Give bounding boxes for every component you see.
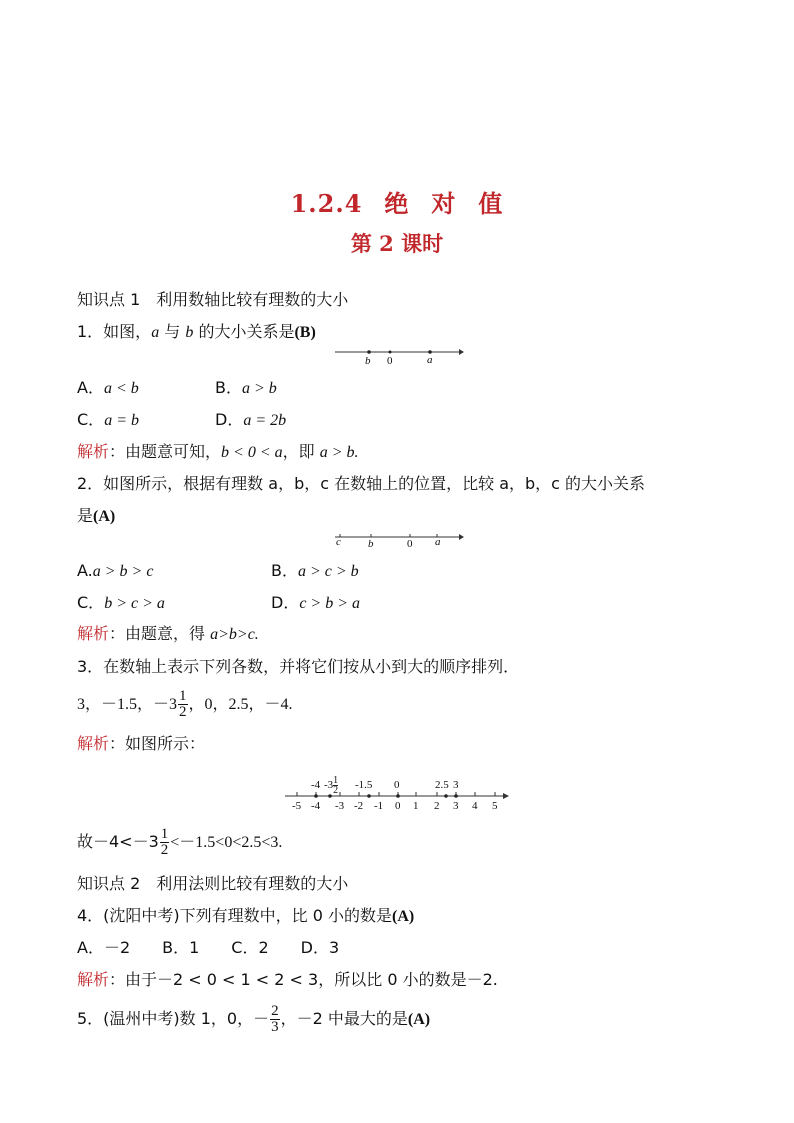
q1-axis-label-zero: 0 (387, 355, 393, 367)
section-title (0, 184, 794, 219)
title-char-2: 对 (431, 189, 457, 218)
q4-answer: (A) (392, 908, 415, 925)
q2-number-line (333, 531, 465, 547)
q3-tick-label: -5 (292, 800, 302, 812)
q3-point-label-minus3-5: -3 $\frac{1}{2}$ (324, 775, 339, 796)
q2-option-d: D．c > b > a (271, 593, 361, 612)
q3-fraction: $\frac{1}{2}$ (179, 688, 187, 720)
section-number: 1.2.4 (290, 189, 363, 218)
q3-tick-label: 3 (453, 800, 459, 812)
q3-conclusion-fraction: $\frac{1}{2}$ (160, 826, 169, 858)
q3-tick-label: -2 (354, 800, 364, 812)
q2-axis-label-zero: 0 (407, 538, 413, 550)
q3-point-label-zero: 0 (394, 779, 400, 791)
q3-tick-label: -3 (335, 800, 345, 812)
q1-option-a: A．a < b (77, 378, 139, 397)
q2-stem: 2．如图所示，根据有理数 a，b，c 在数轴上的位置，比较 a，b，c 的大小关系 (77, 474, 646, 493)
q3-number-line (285, 762, 515, 818)
q2-stem-cont: 是(A) (77, 506, 116, 525)
q2-analysis: 解析：由题意，得 a>b>c. (77, 624, 259, 643)
q2-answer: (A) (93, 508, 116, 525)
q3-stem: 3．在数轴上表示下列各数，并将它们按从小到大的顺序排列． (77, 657, 520, 676)
q4-analysis: 解析：由于－2 < 0 < 1 < 2 < 3，所以比 0 小的数是－2. (77, 970, 498, 989)
q1-axis-label-b: b (365, 355, 371, 367)
q4-options: A．－2 B．1 C．2 D．3 (77, 938, 340, 957)
knowledge-point-2: 知识点 2 利用法则比较有理数的大小 (77, 874, 349, 893)
q1-number-line (333, 345, 465, 369)
q1-answer: (B) (294, 324, 316, 341)
q2-axis-label-b: b (368, 538, 374, 550)
q3-tick-label: 2 (434, 800, 440, 812)
q3-point-label-minus1-5: -1.5 (355, 779, 373, 791)
q4-stem: 4．(沈阳中考)下列有理数中，比 0 小的数是(A) (77, 906, 415, 925)
q5-fraction: $\frac{2}{3}$ (271, 1003, 279, 1035)
q3-point-label-2-5: 2.5 (435, 779, 449, 791)
title-char-3: 值 (478, 189, 504, 218)
q2-axis-label-c: c (336, 536, 341, 548)
q3-tick-label: -1 (374, 800, 384, 812)
q1-option-c: C．a = b (77, 410, 139, 429)
q5-stem: 5．(温州中考)数 1，0，－ $\frac{2}{3}$ ，－2 中最大的是(A) (77, 1003, 431, 1035)
q3-numbers: 3，－1.5，－3 $\frac{1}{2}$ ，0，2.5，－4. (77, 688, 293, 720)
q2-axis-label-a: a (435, 536, 441, 548)
q2-option-b: B．a > c > b (271, 561, 359, 580)
lesson-title: 第 2 课时 (350, 231, 444, 256)
q5-answer: (A) (407, 1011, 431, 1028)
q3-tick-label: -4 (311, 800, 321, 812)
q1-axis-label-a: a (427, 354, 433, 366)
q2-option-c: C．b > c > a (77, 593, 165, 612)
q3-analysis: 解析：如图所示： (77, 734, 206, 753)
q3-tick-label: 4 (472, 800, 478, 812)
title-char-1: 绝 (384, 189, 410, 218)
q2-option-a: A.a > b > c (77, 561, 154, 580)
q3-tick-label: 5 (492, 800, 498, 812)
q1-stem: 1．如图，a 与 b 的大小关系是(B) (77, 322, 316, 341)
q3-point-label-minus4: -4 (311, 779, 321, 791)
knowledge-point-1: 知识点 1 利用数轴比较有理数的大小 (77, 290, 349, 309)
q1-analysis: 解析：由题意可知，b < 0 < a，即 a > b. (77, 442, 359, 461)
q3-point-label-3: 3 (453, 779, 459, 791)
q3-tick-label: 1 (413, 800, 419, 812)
q1-option-d: D．a = 2b (215, 410, 287, 429)
q3-tick-label: 0 (395, 800, 401, 812)
q3-conclusion: 故－4<－3 $\frac{1}{2}$ <－1.5<0<2.5<3. (77, 826, 283, 858)
q1-option-b: B．a > b (215, 378, 277, 397)
